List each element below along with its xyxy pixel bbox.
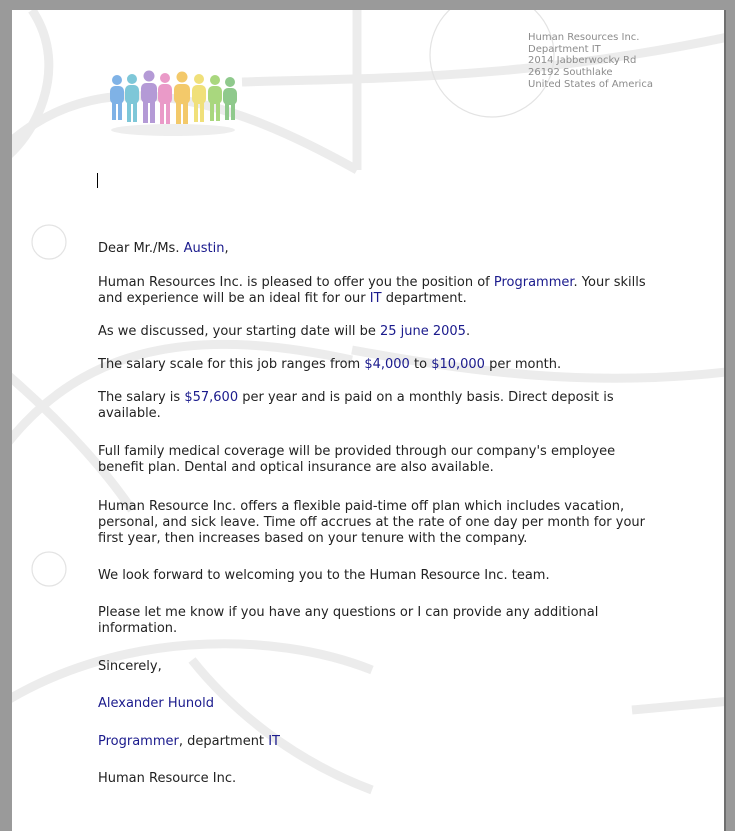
questions-paragraph: Please let me know if you have any questions or I can provide any additional information. [98,605,599,636]
salary-min-field: $4,000 [364,357,410,372]
people-group-icon [105,70,245,140]
person-figure [158,73,172,124]
medical-paragraph: Full family medical coverage will be provided through our company's employee benefit plan. Dental and optical insurance are also available. [98,444,616,475]
signer-title-line [98,734,280,750]
address-line: 2014 Jabberwocky Rd [528,55,637,67]
start-date-text: As we discussed, your starting date will be [98,324,376,339]
signer-name: Alexander Hunold [98,696,214,711]
address-line: United States of America [528,78,653,90]
salary-scale-text: The salary scale for this job ranges from [98,357,361,372]
letter-page [12,10,724,831]
recipient-name: Austin [183,241,225,256]
start-date-paragraph [98,324,470,340]
salary-scale-paragraph [98,357,561,373]
person-figure [110,75,124,120]
offer-paragraph [98,275,658,307]
person-figure [223,77,237,120]
welcome-paragraph: We look forward to welcoming you to the Human Resource Inc. team. [98,568,550,583]
offer-text: Human Resources Inc. is pleased to offer you the position of [98,275,490,290]
sender-address [528,32,653,91]
greeting-prefix: Dear Mr./Ms. [98,241,180,256]
salary-max-field: $10,000 [431,357,485,372]
person-figure [192,74,206,122]
signer-dept-prefix: , department [178,734,265,749]
person-figure [141,71,157,124]
person-figure [208,75,222,121]
salary-text: per year and is paid on a monthly basis. Direct deposit is available. [98,390,614,421]
company-name: Human Resource Inc. [98,771,237,786]
salary-field: $57,600 [184,390,239,405]
closing: Sincerely, [98,659,162,674]
person-figure [125,74,139,122]
person-figure [174,72,190,125]
time-off-paragraph: Human Resource Inc. offers a flexible paid-time off plan which includes vacation, personal, and sick leave. Time off accrues at the rate of one day per month for your first year, then increases based on your tenure with the company. [98,499,645,546]
offer-text: department. [385,291,467,306]
greeting-suffix: , [224,241,229,256]
position-field: Programmer [493,275,574,290]
offer-text: . Your skills and experience will be an ideal fit for our [98,275,646,306]
signer-dept: IT [268,734,280,749]
salary-scale-text: to [413,357,428,372]
salary-paragraph [98,390,658,422]
address-line: 26192 Southlake [528,67,613,79]
text-cursor [97,173,98,188]
address-line: Department IT [528,43,601,55]
start-date-text: . [465,324,471,339]
greeting [98,241,229,257]
department-field: IT [369,291,382,306]
start-date-field: 25 june 2005 [379,324,466,339]
signer-title: Programmer [98,734,179,749]
salary-text: The salary is [98,390,181,405]
address-line: Human Resources Inc. [528,32,640,43]
salary-scale-text: per month. [489,357,562,372]
